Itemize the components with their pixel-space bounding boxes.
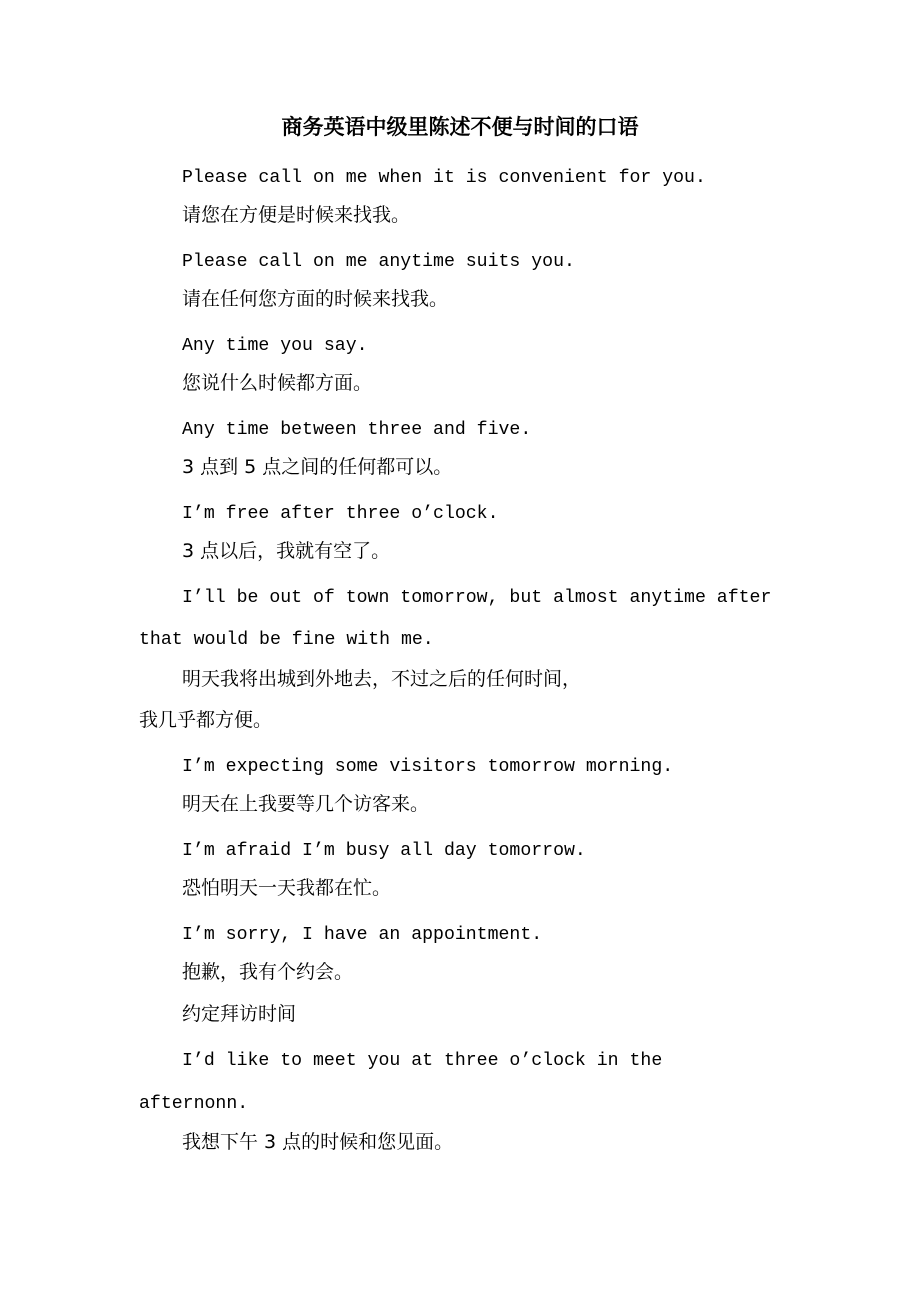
chinese-line: 您说什么时候都方面。: [182, 372, 373, 394]
chinese-line: 我想下午 3 点的时候和您见面。: [182, 1131, 454, 1153]
chinese-line: 3 点到 5 点之间的任何都可以。: [182, 456, 453, 478]
chinese-line: 请在任何您方面的时候来找我。: [182, 288, 449, 310]
chinese-line-continued: 我几乎都方便。: [139, 709, 273, 731]
chinese-line: 请您在方便是时候来找我。: [182, 204, 411, 226]
chinese-line: 3 点以后，我就有空了。: [182, 540, 391, 562]
chinese-line: 明天我将出城到外地去，不过之后的任何时间，: [182, 668, 582, 690]
english-line: I’ll be out of town tomorrow, but almost anytime after: [182, 588, 772, 608]
english-line: I’d like to meet you at three o’clock in the: [182, 1051, 663, 1071]
english-line: I’m afraid I’m busy all day tomorrow.: [182, 841, 586, 861]
english-line: Please call on me when it is convenient for you.: [182, 168, 706, 188]
chinese-line: 明天在上我要等几个访客来。: [182, 793, 430, 815]
english-line: I’m expecting some visitors tomorrow morning.: [182, 757, 674, 777]
english-line: Please call on me anytime suits you.: [182, 252, 575, 272]
document-title: 商务英语中级里陈述不便与时间的口语: [281, 115, 639, 139]
chinese-line: 恐怕明天一天我都在忙。: [182, 877, 392, 899]
section-heading: 约定拜访时间: [182, 1003, 297, 1025]
chinese-line: 抱歉，我有个约会。: [182, 961, 354, 983]
english-line: Any time you say.: [182, 336, 368, 356]
english-line-continued: that would be fine with me.: [139, 630, 434, 650]
english-line: Any time between three and five.: [182, 420, 532, 440]
english-line: I’m free after three o’clock.: [182, 504, 499, 524]
english-line-continued: afternonn.: [139, 1094, 249, 1114]
english-line: I’m sorry, I have an appointment.: [182, 925, 543, 945]
